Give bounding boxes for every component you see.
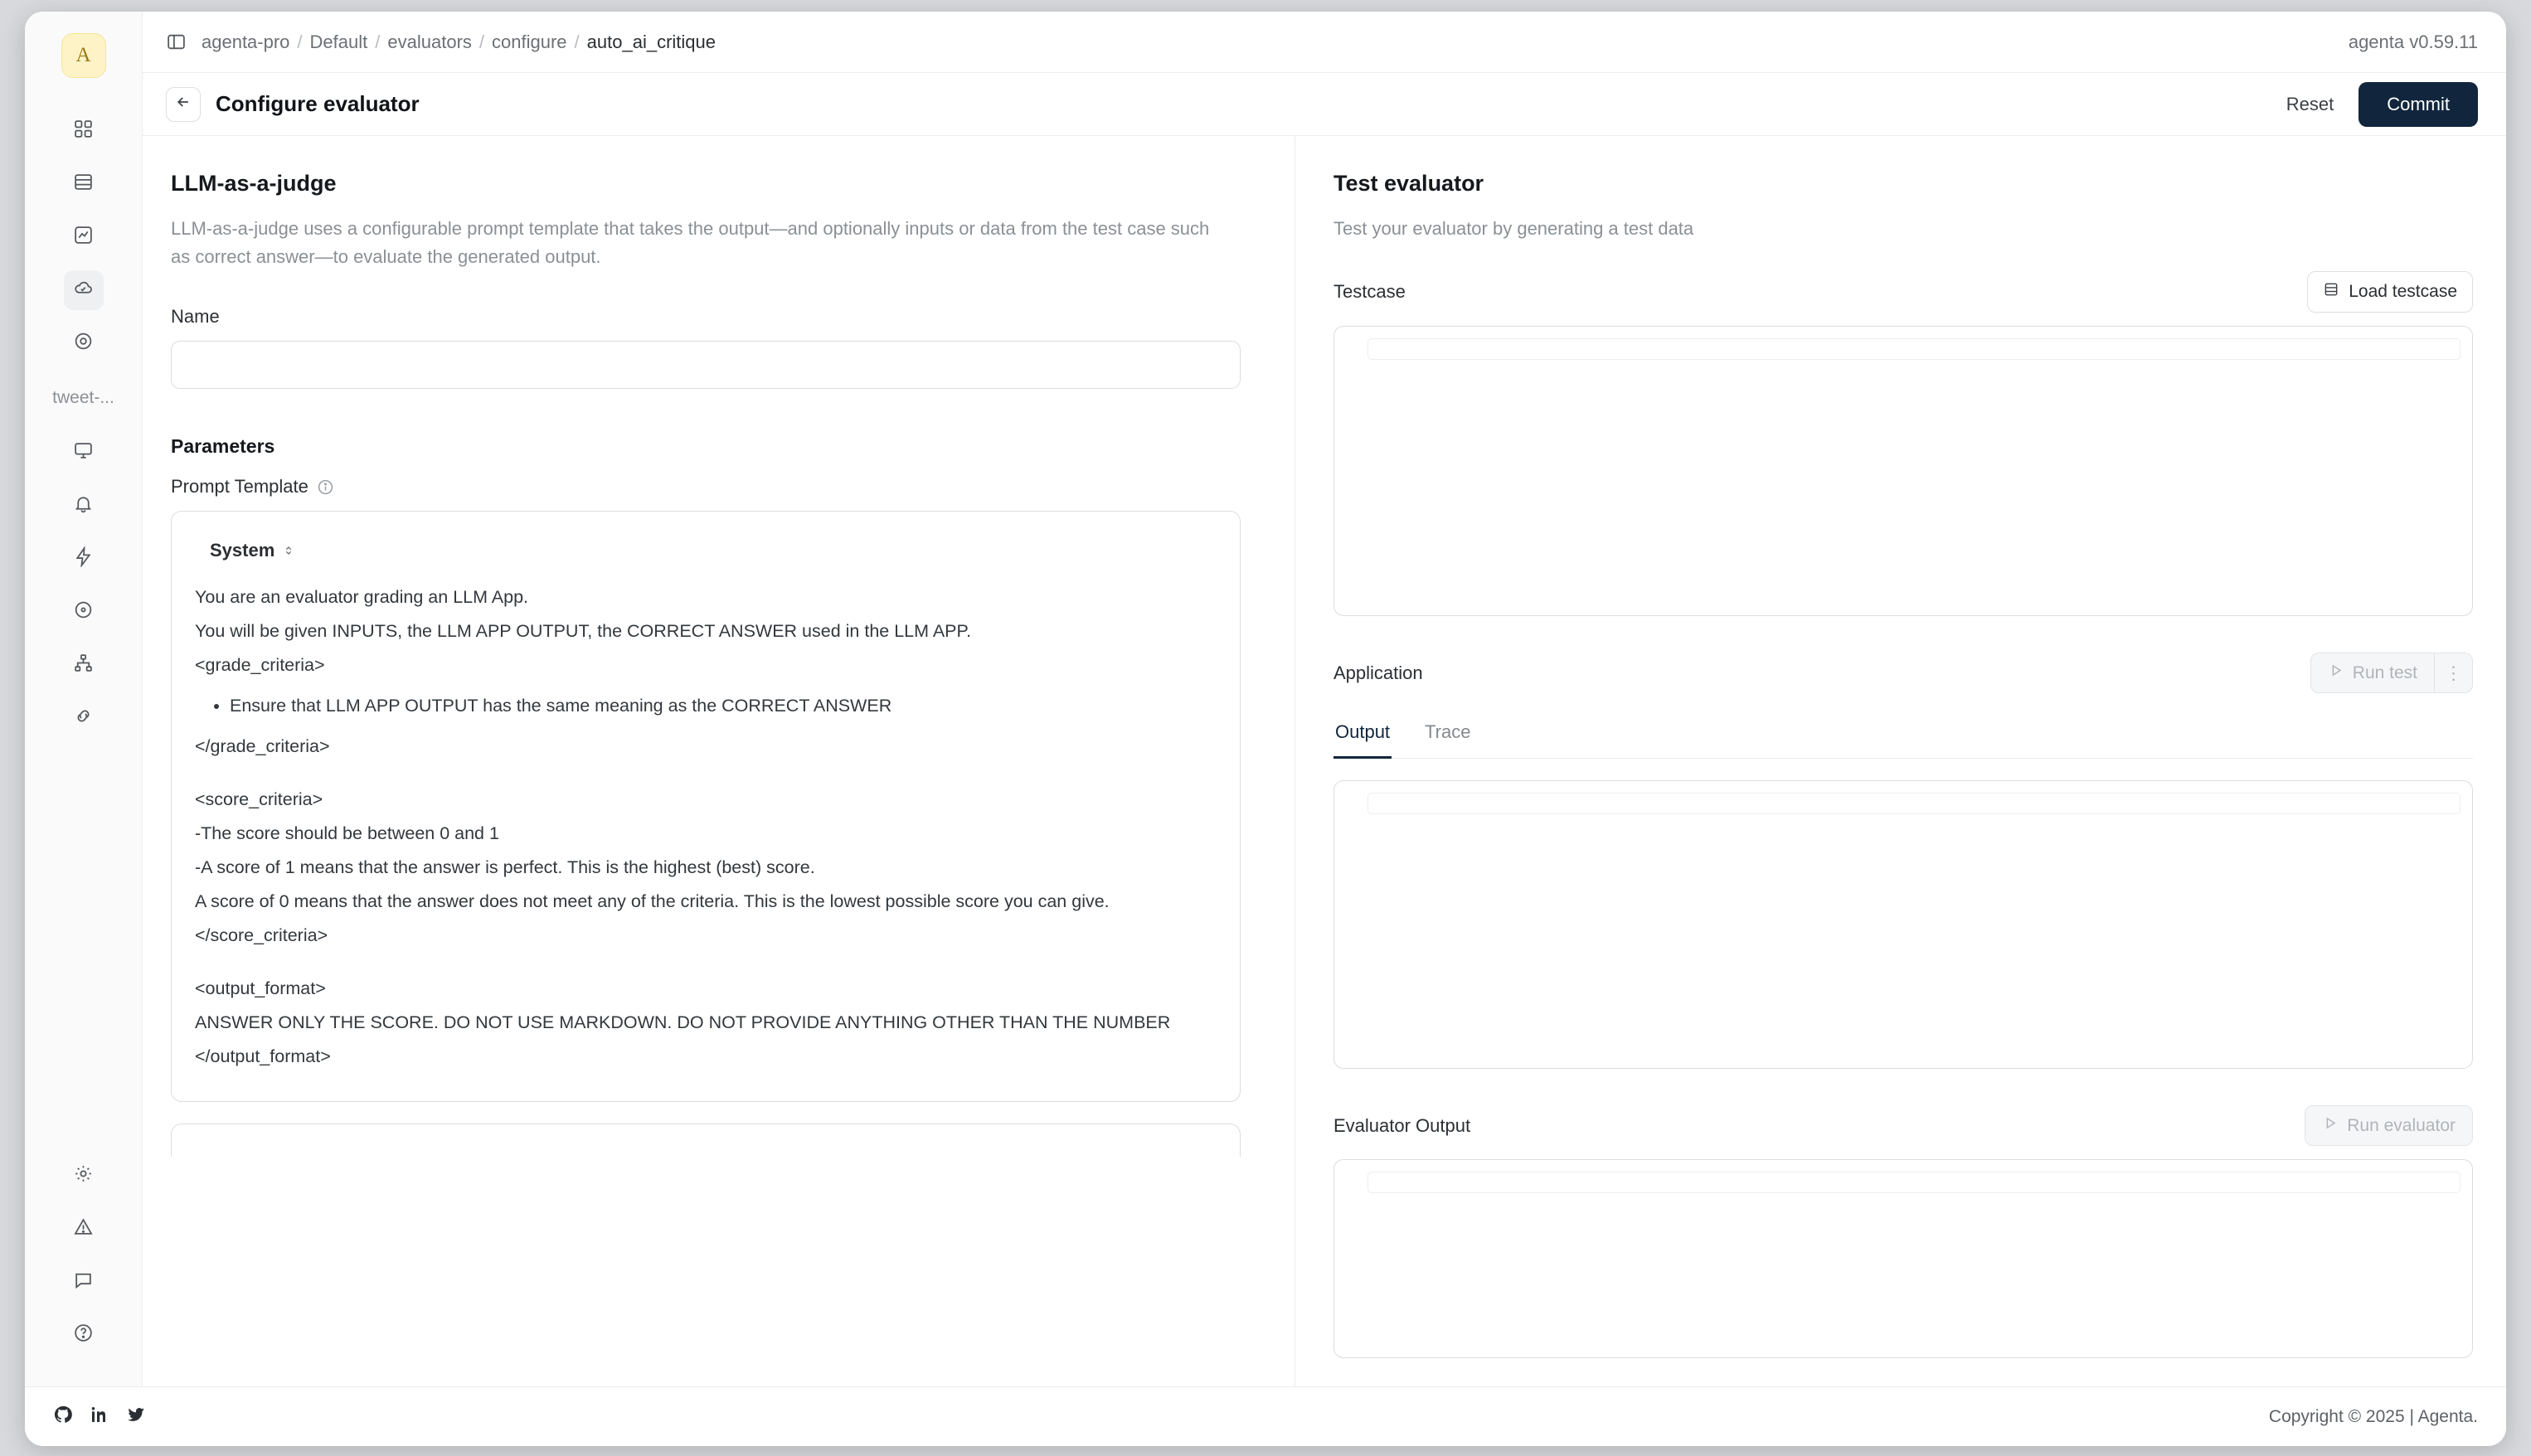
prompt-line: You will be given INPUTS, the LLM APP OUTPUT, the CORRECT ANSWER used in the LLM APP. <box>195 621 972 642</box>
testcase-editor-line[interactable] <box>1368 338 2461 360</box>
evaluator-output-label: Evaluator Output <box>1334 1114 1471 1136</box>
test-evaluator-title: Test evaluator <box>1334 171 1484 196</box>
prompt-template-label: Prompt Template <box>171 476 308 497</box>
chevron-updown-icon <box>282 541 295 560</box>
arrow-left-icon <box>175 94 192 114</box>
breadcrumb-separator: / <box>574 31 580 52</box>
twitter-icon[interactable] <box>126 1405 146 1429</box>
prompt-line: </score_criteria> <box>195 925 328 945</box>
sidebar-item-testsets[interactable] <box>64 164 104 204</box>
tab-trace[interactable]: Trace <box>1425 721 1471 743</box>
application-tabs <box>1334 713 2473 759</box>
sidebar-item-alerts[interactable] <box>64 486 104 526</box>
test-evaluator-pane <box>1295 136 2506 1386</box>
target-small-icon <box>73 599 94 624</box>
sidebar-app-label: tweet-... <box>52 388 114 407</box>
page-header-actions <box>2281 82 2478 127</box>
configure-pane <box>143 136 1295 1386</box>
page-header <box>143 73 2506 136</box>
sidebar-item-observability[interactable] <box>64 217 104 257</box>
prompt-role-label: System <box>210 540 275 561</box>
avatar[interactable] <box>61 33 106 78</box>
prompt-line: </grade_criteria> <box>195 735 330 756</box>
linkedin-icon[interactable] <box>90 1405 109 1429</box>
sidebar-item-warnings[interactable] <box>64 1209 104 1249</box>
evaluator-type-title: LLM-as-a-judge <box>171 171 337 196</box>
prompt-spacer <box>195 954 1217 974</box>
sidebar-bottom <box>64 1156 104 1386</box>
output-editor[interactable] <box>1334 780 2473 1069</box>
prompt-template-editor-next[interactable] <box>171 1124 1241 1157</box>
avatar-initial: A <box>75 44 91 66</box>
name-label: Name <box>171 306 220 328</box>
breadcrumb-separator: / <box>479 31 485 52</box>
app-window <box>25 12 2506 1446</box>
question-circle-icon <box>73 1323 94 1347</box>
load-testcase-label: Load testcase <box>2349 282 2457 302</box>
panel-left-icon[interactable] <box>166 32 187 52</box>
sidebar-item-help[interactable] <box>64 1315 104 1355</box>
play-icon <box>2322 1115 2338 1136</box>
database-icon <box>2323 281 2339 303</box>
tab-output[interactable]: Output <box>1334 713 1392 758</box>
sidebar-item-settings[interactable] <box>64 1156 104 1196</box>
sidebar-item-workflows[interactable] <box>64 645 104 685</box>
prompt-template-label-row <box>171 476 1253 497</box>
chart-line-icon <box>73 225 94 250</box>
evaluator-output-header <box>1334 1105 2473 1146</box>
prompt-line: <grade_criteria> <box>195 654 325 675</box>
evaluator-output-editor-line[interactable] <box>1368 1172 2461 1193</box>
target-icon <box>73 331 94 356</box>
main-area <box>143 12 2506 1386</box>
play-icon <box>2328 662 2344 683</box>
reset-button[interactable]: Reset <box>2281 87 2339 122</box>
content <box>143 136 2506 1386</box>
testcase-label: Testcase <box>1334 281 1406 303</box>
application-label: Application <box>1334 662 1423 683</box>
sidebar-item-quick-actions[interactable] <box>64 539 104 579</box>
test-evaluator-description: Test your evaluator by generating a test data <box>1334 218 1694 239</box>
grid-icon <box>73 119 94 143</box>
load-testcase-button[interactable] <box>2307 271 2473 313</box>
sidebar-item-deployment[interactable] <box>64 433 104 473</box>
breadcrumb-item-3[interactable]: configure <box>492 31 567 52</box>
prompt-bullet-list <box>195 692 1217 721</box>
sidebar <box>25 12 143 1386</box>
prompt-line: <output_format> <box>195 978 326 999</box>
back-button[interactable] <box>166 87 201 122</box>
cloud-check-icon <box>73 278 94 303</box>
prompt-template-text <box>195 583 1217 1071</box>
evaluator-output-editor[interactable] <box>1334 1159 2473 1358</box>
info-circle-icon[interactable] <box>317 478 334 496</box>
breadcrumb-item-2[interactable]: evaluators <box>387 31 472 52</box>
topbar <box>143 12 2506 73</box>
breadcrumb-item-0[interactable]: agenta-pro <box>202 31 290 52</box>
bolt-icon <box>73 546 94 571</box>
prompt-line: You are an evaluator grading an LLM App. <box>195 587 529 608</box>
window-body <box>25 12 2506 1386</box>
gear-icon <box>73 1163 94 1188</box>
breadcrumb-item-1[interactable]: Default <box>309 31 368 52</box>
sidebar-item-apps[interactable] <box>64 111 104 151</box>
testcase-header <box>1334 271 2473 313</box>
prompt-line: -A score of 1 means that the answer is perfect. This is the highest (best) score. <box>195 857 815 877</box>
prompt-line: </output_format> <box>195 1046 331 1067</box>
app-version: agenta v0.59.11 <box>2348 31 2478 52</box>
prompt-line: <score_criteria> <box>195 789 323 810</box>
name-input[interactable] <box>171 341 1241 389</box>
warning-icon <box>73 1216 94 1241</box>
monitor-icon <box>73 440 94 465</box>
prompt-bullet: • Ensure that LLM APP OUTPUT has the same meaning as the CORRECT ANSWER <box>230 692 1217 721</box>
sidebar-item-evaluations[interactable] <box>64 323 104 363</box>
sidebar-item-variants[interactable] <box>64 592 104 632</box>
breadcrumb-separator: / <box>375 31 381 52</box>
breadcrumb-item-4[interactable]: auto_ai_critique <box>586 31 717 52</box>
prompt-spacer <box>195 765 1217 785</box>
evaluator-type-description: LLM-as-a-judge uses a configurable prompt template that takes the output—and optionally inputs or data from the test case such as correct answer—to evaluate the generated output. <box>171 218 1210 268</box>
run-test-group <box>2310 653 2473 693</box>
footer <box>25 1386 2506 1446</box>
link-icon <box>73 706 94 730</box>
run-evaluator-button[interactable] <box>2305 1105 2473 1146</box>
prompt-line: -The score should be between 0 and 1 <box>195 823 499 844</box>
commit-button[interactable]: Commit <box>2359 82 2478 127</box>
run-test-label: Run test <box>2352 662 2417 682</box>
sitemap-icon <box>73 653 94 677</box>
output-editor-line[interactable] <box>1368 793 2461 814</box>
testcase-editor[interactable] <box>1334 326 2473 616</box>
sidebar-item-integrations[interactable] <box>64 698 104 738</box>
sidebar-item-evaluators[interactable] <box>64 270 104 310</box>
application-header <box>1334 653 2473 693</box>
chat-icon <box>73 1269 94 1294</box>
github-icon[interactable] <box>53 1405 73 1429</box>
breadcrumb-separator: / <box>297 31 303 52</box>
page-title: Configure evaluator <box>216 91 420 116</box>
prompt-template-editor[interactable] <box>171 511 1241 1102</box>
parameters-label: Parameters <box>171 435 275 458</box>
sidebar-item-support-chat[interactable] <box>64 1262 104 1302</box>
bell-icon <box>73 493 94 518</box>
breadcrumb <box>202 32 716 53</box>
prompt-line: ANSWER ONLY THE SCORE. DO NOT USE MARKDOWN. DO NOT PROVIDE ANYTHING OTHER THAN THE NUMBER <box>195 1012 1171 1033</box>
copyright-text: Copyright © 2025 | Agenta. <box>2268 1406 2478 1426</box>
run-evaluator-label: Run evaluator <box>2347 1115 2456 1135</box>
run-test-button[interactable] <box>2310 653 2435 693</box>
prompt-role-selector[interactable] <box>210 540 1217 561</box>
footer-social-links <box>53 1405 146 1429</box>
database-icon <box>73 172 94 197</box>
prompt-line: A score of 0 means that the answer does not meet any of the criteria. This is the lowest possible score you can give. <box>195 891 1110 911</box>
more-vertical-icon[interactable]: ⋮ <box>2435 653 2473 693</box>
